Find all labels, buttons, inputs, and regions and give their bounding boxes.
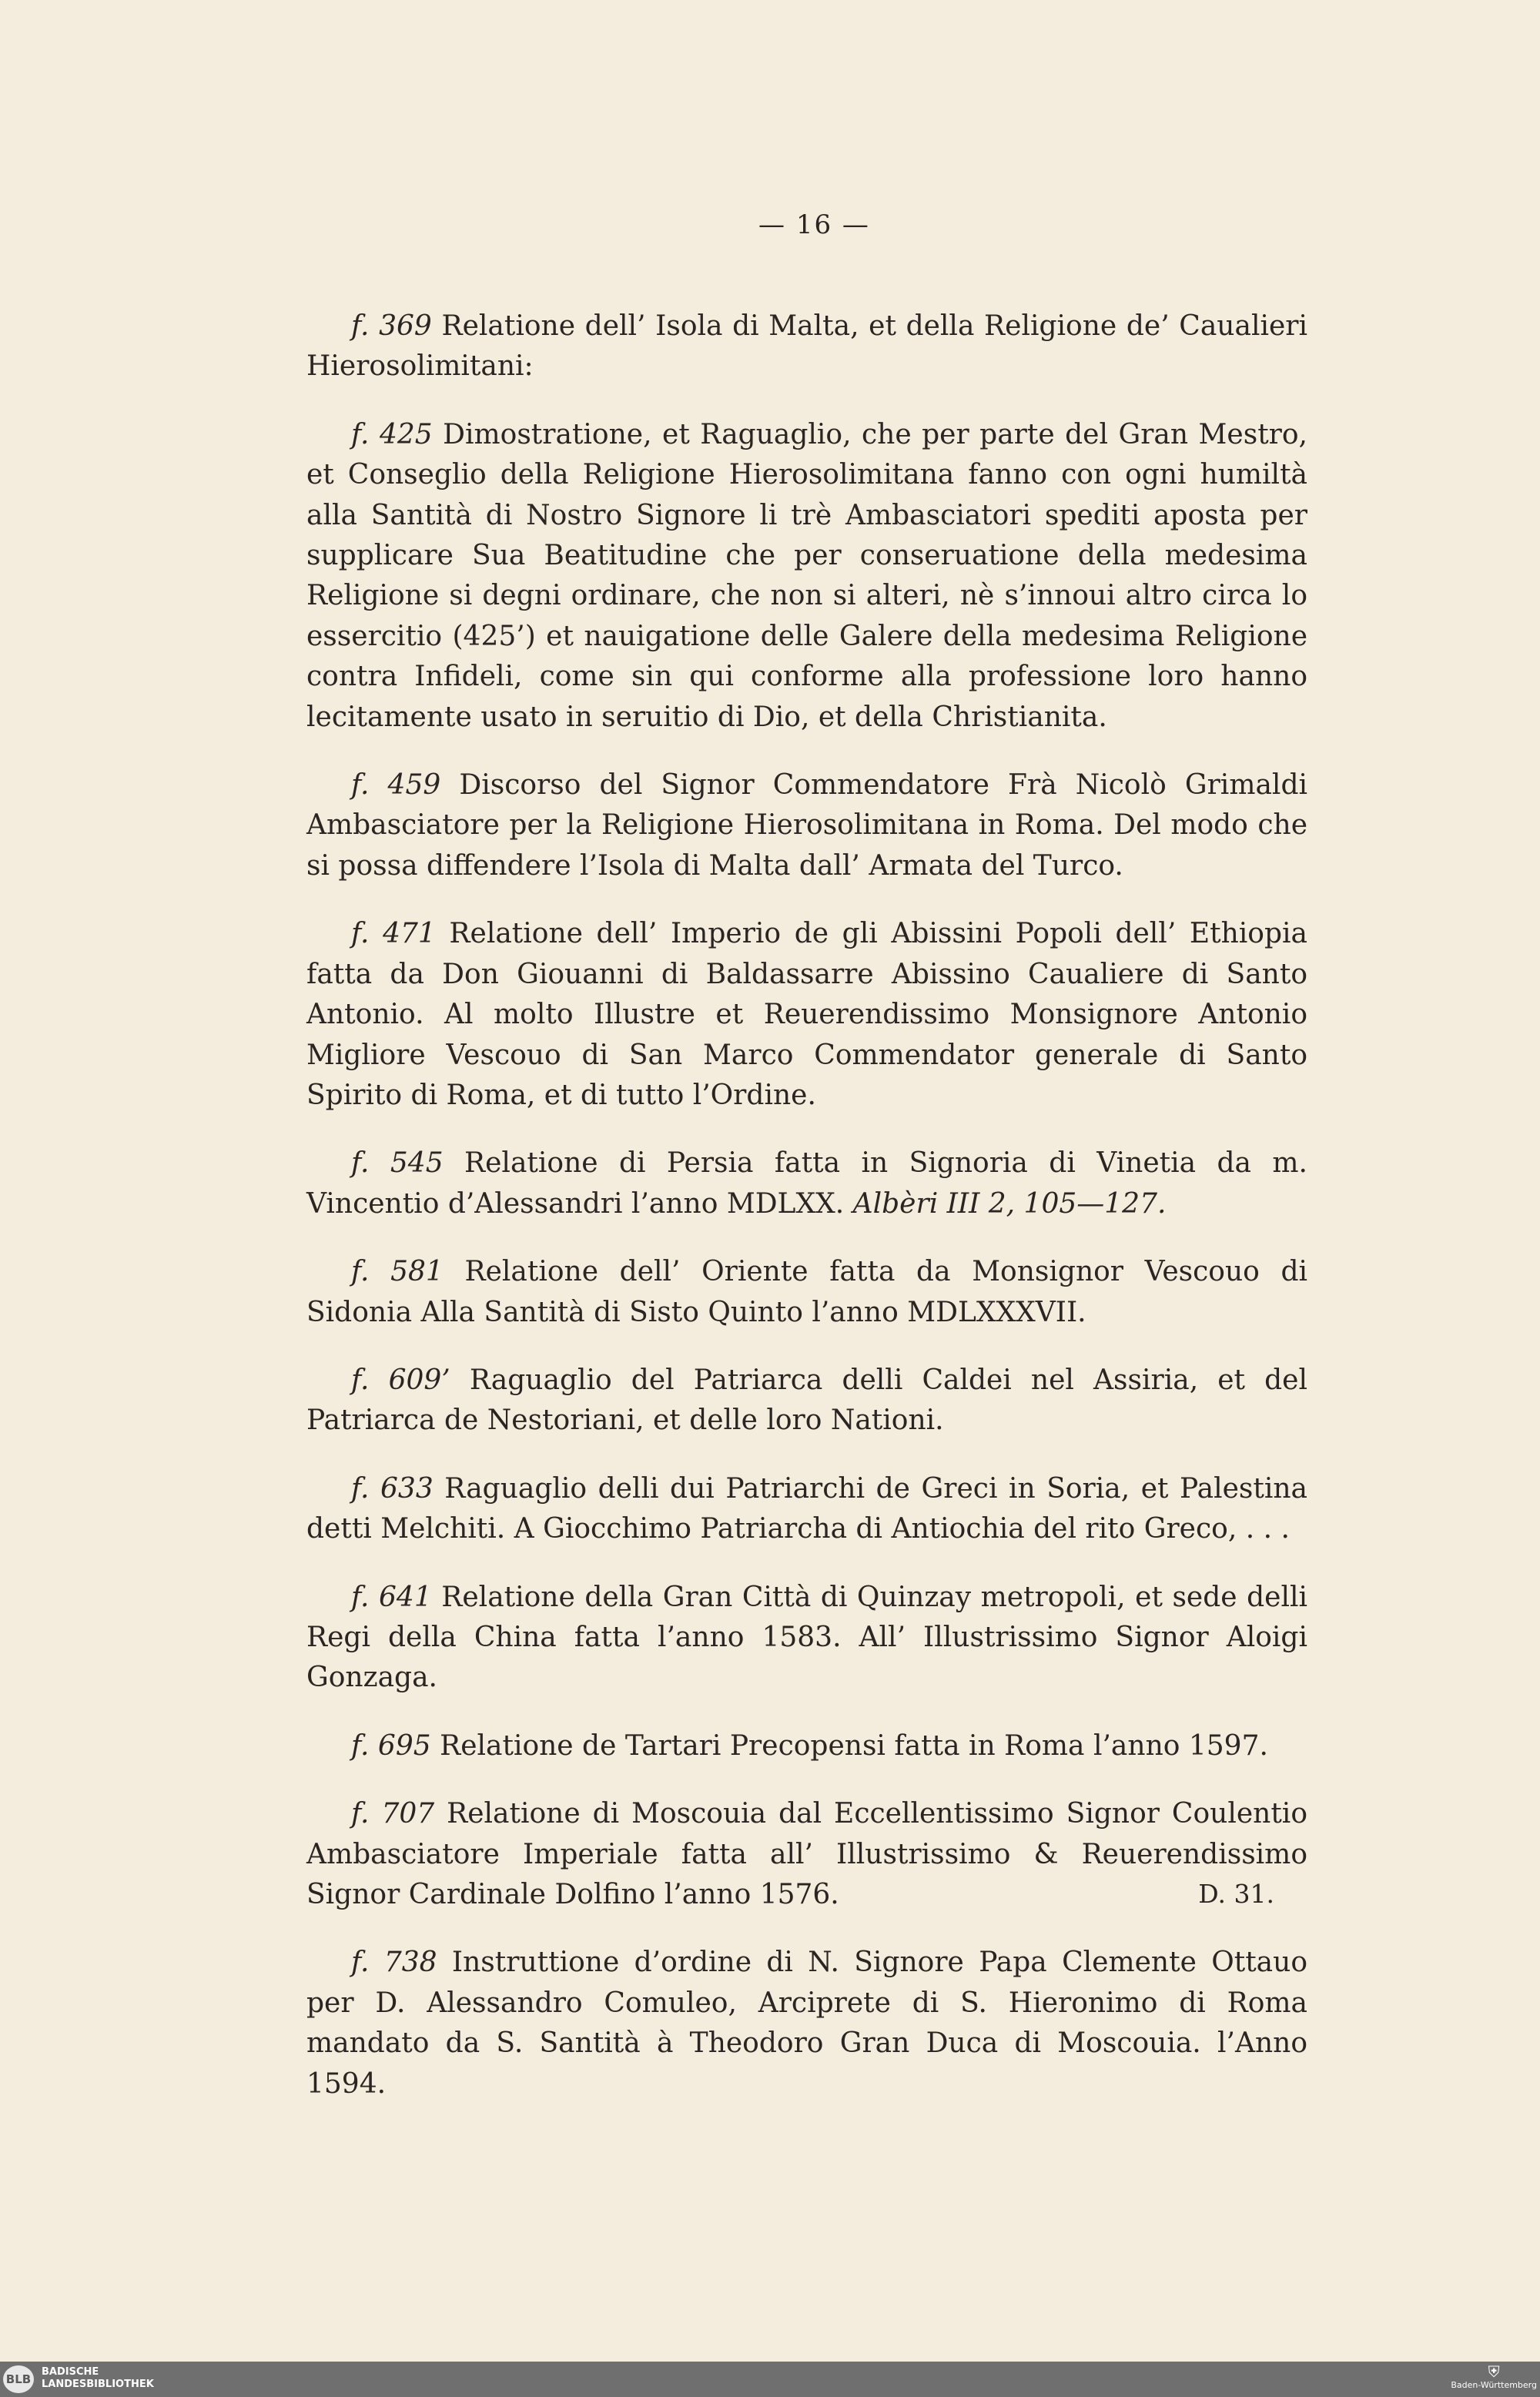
entry-text: Dimostratione, et Raguaglio, che per parte del Gran Mestro, et Conseglio della Religione Hierosolimitana fanno con ogni humiltà alla Santità di Nostro Signore li trè Ambasciatori spediti aposta per supplicare Sua Beatitudine che per conseruatione della medesima Religione si degni ordinare, che non si alteri, nè s’innoui altro circa lo essercitio (425’) et nauigatione delle Galere della medesima Religione contra Infideli, come sin qui conforme alla professione loro hanno lecitamente usato in seruitio di Dio, et della Christianita. — [306, 418, 1307, 733]
folio-ref: f. 369 — [351, 310, 432, 342]
entry — [306, 1794, 1307, 1915]
folio-ref: f. 738 — [351, 1947, 437, 1979]
coat-of-arms-icon: ⛨ — [1488, 2362, 1500, 2381]
library-name-line1: BADISCHE — [42, 2366, 99, 2378]
entry-text: Relatione de Tartari Precopensi fatta in Roma l’anno 1597. — [430, 1729, 1268, 1762]
library-name-line2: LANDESBIBLIOTHEK — [42, 2379, 154, 2390]
entry — [306, 765, 1307, 886]
folio-ref: f. 459 — [351, 769, 441, 802]
region-label: Baden-Württemberg — [1451, 2380, 1537, 2390]
entry — [306, 1469, 1307, 1550]
folio-ref: f. 633 — [351, 1472, 434, 1505]
page-number: — 16 — — [758, 209, 870, 240]
folio-ref: f. 609’ — [351, 1364, 450, 1396]
folio-ref: f. 471 — [351, 918, 436, 950]
folio-ref: f. 695 — [351, 1729, 431, 1762]
library-footer-bar — [0, 2362, 1540, 2397]
entry — [306, 1143, 1307, 1224]
folio-ref: f. 581 — [351, 1256, 444, 1288]
folio-ref: f. 707 — [351, 1798, 435, 1830]
entry-text: Relatione dell’ Imperio de gli Abissini Popoli dell’ Ethiopia fatta da Don Giouanni di Baldassarre Abissino Caualiere di Santo Antonio. Al molto Illustre et Reuerendissimo Monsignore Antonio Migliore Vescouo di San Marco Commendator generale di Santo Spirito di Roma, et di tutto l’Ordine. — [306, 918, 1308, 1111]
entry-text: Relatione di Moscouia dal Eccellentissimo Signor Coulentio Ambasciatore Imperiale fatta all’ Illustrissimo & Reuerendissimo Signor Cardinale Dolfino l’anno 1576. — [306, 1798, 1307, 1910]
entry — [306, 914, 1307, 1116]
handwritten-note: Albèri III 2, 105—127. — [852, 1187, 1167, 1220]
entry — [306, 415, 1307, 738]
entry — [306, 1943, 1307, 2104]
entry — [306, 1726, 1307, 1766]
entry — [306, 1578, 1307, 1699]
entry-text: Raguaglio delli dui Patriarchi de Greci in Soria, et Palestina detti Melchiti. A Giocchimo Patriarcha di Antiochia del rito Greco, . . . — [306, 1472, 1308, 1545]
library-name — [42, 2366, 154, 2391]
entry-text: Instruttione d’ordine di N. Signore Papa Clemente Ottauo per D. Alessandro Comuleo, Arciprete di S. Hieronimo di Roma mandato da S. Santità à Theodoro Gran Duca di Moscouia. l’Anno 1594. — [306, 1947, 1307, 2100]
entry-text: Relatione dell’ Oriente fatta da Monsignor Vescouo di Sidonia Alla Santità di Sisto Quinto l’anno MDLXXXVII. — [306, 1256, 1308, 1328]
region-mark — [1451, 2363, 1537, 2390]
library-logo: BLB — [3, 2365, 34, 2393]
entry — [306, 306, 1307, 387]
folio-ref: f. 641 — [351, 1581, 432, 1613]
entry — [306, 1252, 1307, 1333]
entry-text: Relatione della Gran Città di Quinzay metropoli, et sede delli Regi della China fatta l’anno 1583. All’ Illustrissimo Signor Aloigi Gonzaga. — [306, 1581, 1308, 1694]
entry-list — [306, 279, 1307, 2104]
entry — [306, 1361, 1307, 1441]
entry-text: Raguaglio del Patriarca delli Caldei nel Assiria, et del Patriarca de Nestoriani, et delle loro Nationi. — [306, 1364, 1307, 1437]
folio-ref: f. 425 — [351, 418, 433, 450]
entry-text: Discorso del Signor Commendatore Frà Nicolò Grimaldi Ambasciatore per la Religione Hierosolimitana in Roma. Del modo che si possa diffendere l’Isola di Malta dall’ Armata del Turco. — [306, 769, 1307, 882]
footer-ref: D. 31. — [1198, 1879, 1274, 1909]
entry-text: Relatione dell’ Isola di Malta, et della Religione de’ Caualieri Hierosolimitani: — [306, 310, 1307, 383]
entry-text: Relatione di Persia fatta in Signoria di Vinetia da m. Vincentio d’Alessandri l’anno MDLXX. — [306, 1147, 1307, 1220]
folio-ref: f. 545 — [351, 1147, 444, 1180]
